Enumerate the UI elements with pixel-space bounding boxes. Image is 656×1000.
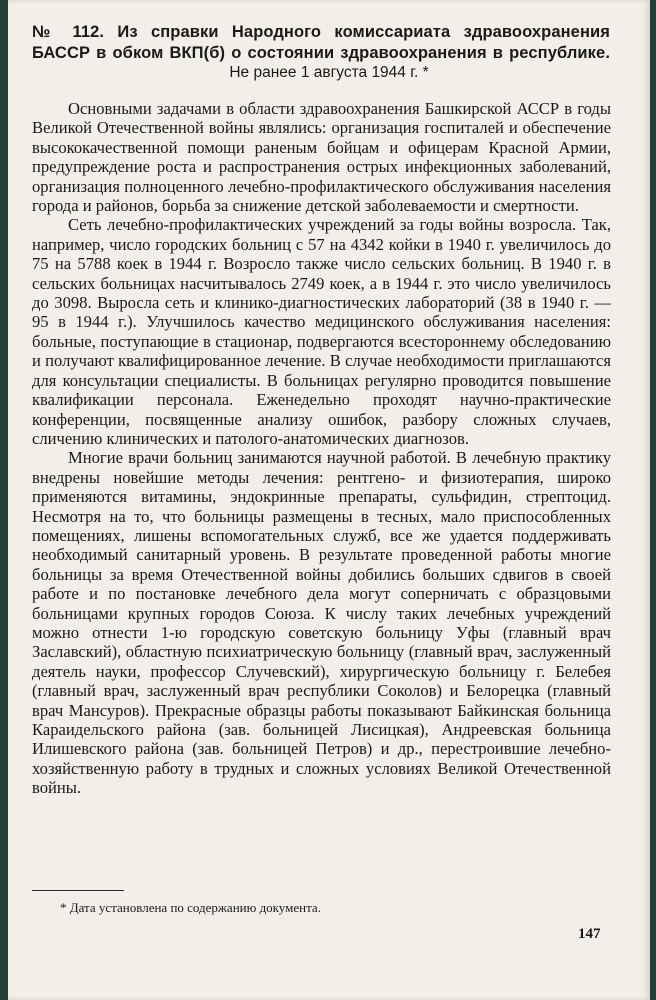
document-body [32, 99, 611, 798]
footnote: * Дата установлена по содержанию документа. [60, 900, 321, 915]
page-number: 147 [578, 926, 601, 942]
document-page [8, 0, 650, 1000]
footnote-divider [32, 890, 124, 891]
heading-line-2: БАССР в обком ВКП(б) о состоянии здравоохранения в республике. [32, 44, 610, 62]
document-heading [32, 22, 610, 64]
paragraph-2: Сеть лечебно-профилактических учреждений за годы войны возросла. Так, например, число городских больниц с 57 на 4342 койки в 1940 г. увеличилось до 75 на 5788 коек в 1944 г. Возросло также число сельских больниц. В 1940 г. в сельских больницах насчитывалось 2749 коек, а в 1944 г. это число увеличилось до 3098. Выросла сеть и клинико-диагностических лабораторий (38 в 1940 г. — 95 в 1944 г.). Улучшилось качество медицинского обслуживания населения: больные, поступающие в стационар, подвергаются всестороннему обследованию и получают квалифицированное лечение. В случае необходимости приглашаются для консультации специалисты. В больницах регулярно проводится повышение квалификации персонала. Еженедельно проходят научно-практические конференции, посвященные анализу ошибок, разбору сложных случаев, сличению клинических и патолого-анатомических диагнозов. [32, 215, 611, 448]
document-date: Не ранее 1 августа 1944 г. * [229, 64, 429, 81]
paragraph-1: Основными задачами в области здравоохранения Башкирской АССР в годы Великой Отечественной войны являлись: организация госпиталей и обеспечение высококачественной помощи раненым бойцам и офицерам Красной Армии, предупреждение роста и распространения острых инфекционных заболеваний, организация полноценного лечебно-профилактического обслуживания населения города и районов, борьба за снижение детской заболеваемости и смертности. [32, 99, 611, 216]
heading-line-1: № 112. Из справки Народного комиссариата здравоохранения [32, 23, 610, 41]
paragraph-3: Многие врачи больниц занимаются научной работой. В лечебную практику внедрены новейшие методы лечения: рентгено- и физиотерапия, широко применяются витамины, эндокринные препараты, сульфидин, стрептоцид. Несмотря на то, что больницы размещены в тесных, мало приспособленных помещениях, лишены вспомогательных служб, все же удается поддерживать необходимый санитарный уровень. В результате проведенной работы многие больницы за время Отечественной войны добились больших сдвигов в своей работе и по постановке лечебного дела могут соперничать с образцовыми больницами крупных городов Союза. К числу таких лечебных учреждений можно отнести 1-ю городскую советскую больницу Уфы (главный врач Заславский), областную психиатрическую больницу (главный врач, заслуженный деятель науки, профессор Случевский), хирургическую больницу г. Белебея (главный врач, заслуженный врач республики Соколов) и Белорецка (главный врач Мансуров). Прекрасные образцы работы показывают Байкинская больница Караидельского района (зав. больницей Лисицкая), Андреевская больница Илишевского района (зав. больницей Петров) и др., перестроившие лечебно-хозяйственную работу в трудных и сложных условиях Великой Отечественной войны. [32, 448, 611, 798]
